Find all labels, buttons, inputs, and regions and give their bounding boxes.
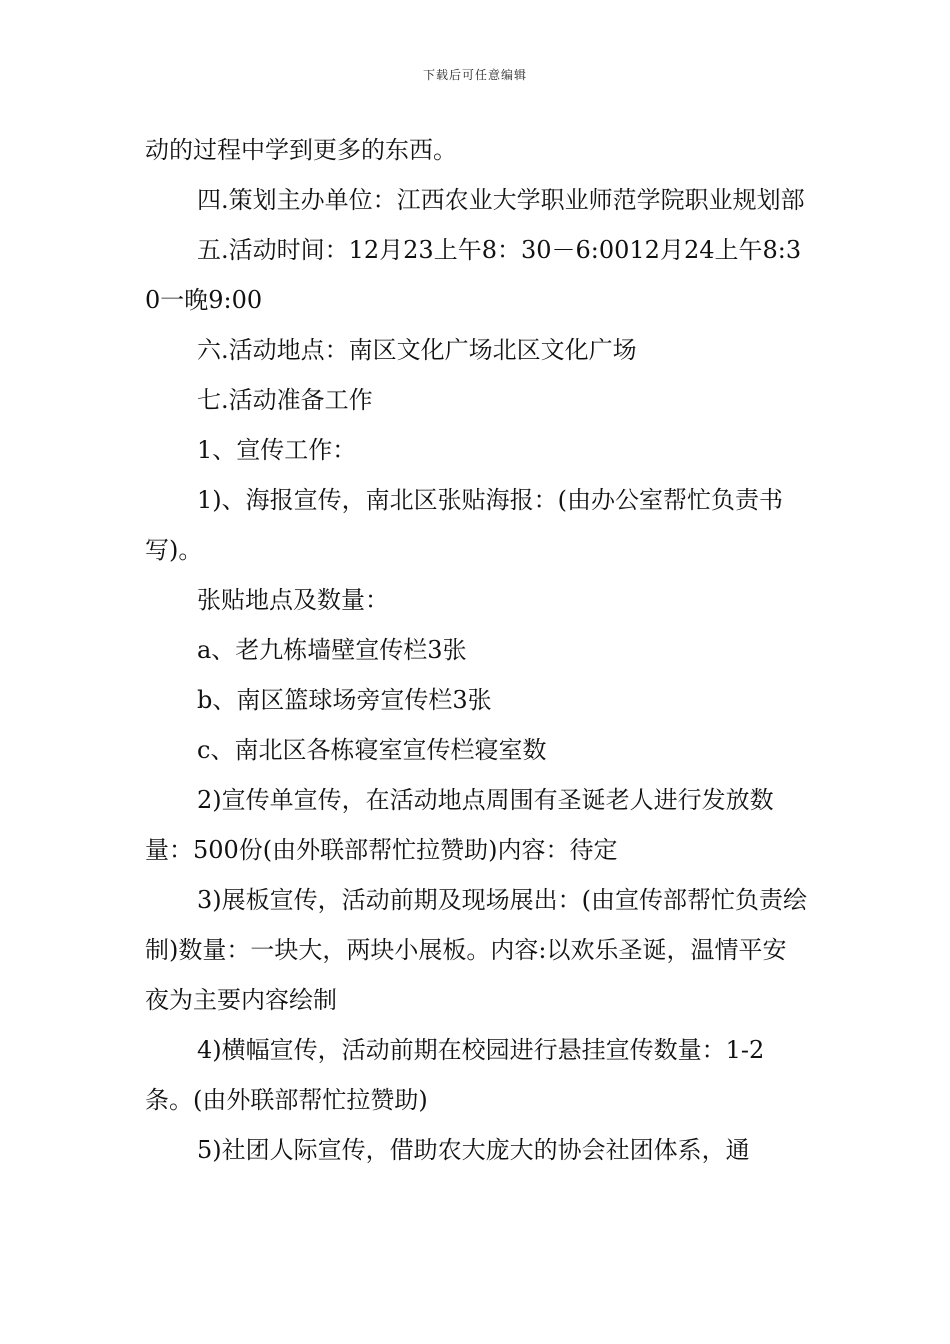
paragraph-6: 1、宣传工作： (197, 436, 357, 464)
header-note: 下载后可任意编辑 (422, 68, 527, 82)
paragraph-5: 七.活动准备工作 (197, 386, 373, 414)
paragraph-4: 六.活动地点：南区文化广场北区文化广场 (197, 336, 637, 364)
paragraph-13: 3)展板宣传，活动前期及现场展出：(由宣传部帮忙负责绘制)数量：一块大，两块小展板。内容:以欢乐圣诞，温情平安夜为主要内容绘制 (145, 886, 807, 1014)
paragraph-1: 动的过程中学到更多的东西。 (145, 136, 457, 164)
document-body (145, 125, 810, 1175)
paragraph-15: 5)社团人际宣传，借助农大庞大的协会社团体系，通 (197, 1136, 750, 1164)
paragraph-2: 四.策划主办单位：江西农业大学职业师范学院职业规划部 (197, 186, 805, 214)
paragraph-9: a、老九栋墙壁宣传栏3张 (197, 636, 467, 664)
paragraph-10: b、南区篮球场旁宣传栏3张 (197, 686, 492, 714)
paragraph-12: 2)宣传单宣传，在活动地点周围有圣诞老人进行发放数量：500份(由外联部帮忙拉赞助)内容：待定 (145, 786, 774, 864)
paragraph-7: 1)、海报宣传，南北区张贴海报：(由办公室帮忙负责书写)。 (145, 486, 783, 564)
paragraph-14: 4)横幅宣传，活动前期在校园进行悬挂宣传数量：1-2条。(由外联部帮忙拉赞助) (145, 1036, 765, 1114)
paragraph-8: 张贴地点及数量： (197, 586, 389, 614)
paragraph-3: 五.活动时间：12月23上午8：30－6:0012月24上午8:30一晚9:00 (145, 236, 802, 314)
paragraph-11: c、南北区各栋寝室宣传栏寝室数 (197, 736, 547, 764)
